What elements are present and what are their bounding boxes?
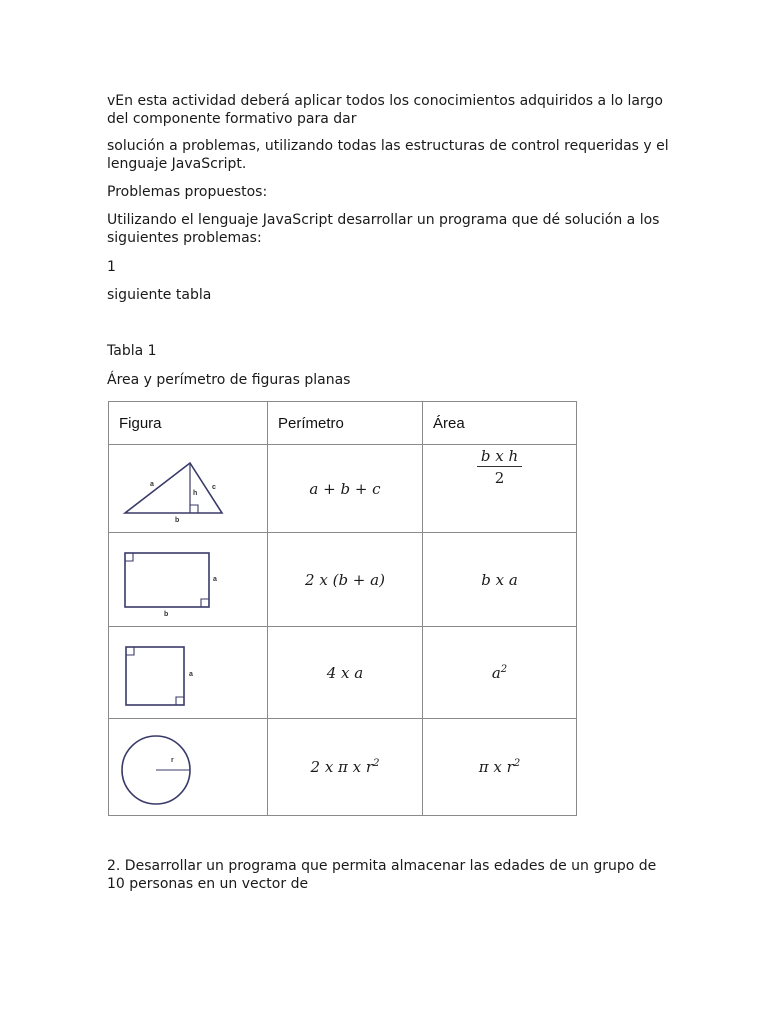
circle-perimeter-exponent: 2 [373, 758, 380, 769]
rectangle-figure [109, 534, 265, 626]
square-area-exponent: 2 [500, 663, 508, 675]
table-header-row [109, 402, 577, 445]
square-area-base: a [491, 663, 501, 682]
triangle-label-b: b [175, 516, 180, 524]
square-perimeter: 4 x a [268, 627, 423, 719]
circle-figure-cell [109, 719, 268, 816]
circle-area [423, 719, 577, 816]
problem-text: siguiente tabla [107, 287, 212, 303]
circle-perimeter-base: 2 x π x r [310, 758, 374, 776]
rectangle-area: b x a [423, 533, 577, 627]
triangle-label-h: h [193, 489, 198, 497]
table-row-circle [109, 719, 577, 816]
square-figure [109, 628, 265, 718]
triangle-area-denominator: 2 [494, 468, 505, 487]
square-figure-cell [109, 627, 268, 719]
circle-figure [109, 720, 265, 815]
triangle-figure [109, 446, 265, 532]
rectangle-label-a: a [213, 575, 217, 583]
triangle-perimeter: a + b + c [268, 445, 423, 533]
table-row-square [109, 627, 577, 719]
triangle-figure-cell [109, 445, 268, 533]
triangle-label-c: c [212, 483, 216, 491]
table-row-rectangle [109, 533, 577, 627]
header-figura: Figura [109, 402, 268, 445]
intro-paragraph: vEn esta actividad deberá aplicar todos los conocimientos adquiridos a lo largo del componente formativo para dar [107, 93, 663, 127]
table-row-triangle [109, 445, 577, 533]
circle-area-base: π x r [478, 758, 514, 776]
rectangle-label-b: b [164, 610, 169, 618]
header-area: Área [423, 402, 577, 445]
instructions-paragraph: Utilizando el lenguaje JavaScript desarrollar un programa que dé solución a los siguientes problemas: [107, 212, 660, 246]
table-caption-number: Tabla 1 [107, 343, 157, 359]
rectangle-figure-cell [109, 533, 268, 627]
triangle-label-a: a [150, 480, 154, 488]
problem-2-paragraph: 2. Desarrollar un programa que permita almacenar las edades de un grupo de 10 personas en un vector de [107, 858, 657, 892]
square-area [423, 627, 577, 719]
shapes-table [108, 401, 577, 816]
problems-heading: Problemas propuestos: [107, 184, 268, 200]
table-caption-title: Área y perímetro de figuras planas [107, 372, 351, 388]
circle-label-r: r [171, 756, 174, 764]
problem-number: 1 [107, 259, 116, 275]
circle-perimeter [268, 719, 423, 816]
circle-area-exponent: 2 [513, 758, 521, 769]
intro-paragraph-continued: solución a problemas, utilizando todas las estructuras de control requeridas y el lenguaje JavaScript. [107, 138, 669, 172]
header-perimetro: Perímetro [268, 402, 423, 445]
rectangle-perimeter: 2 x (b + a) [268, 533, 423, 627]
triangle-area-numerator: b x h [477, 447, 522, 467]
triangle-area-fraction [477, 447, 522, 487]
triangle-area [423, 445, 577, 533]
square-label-a: a [189, 670, 193, 678]
